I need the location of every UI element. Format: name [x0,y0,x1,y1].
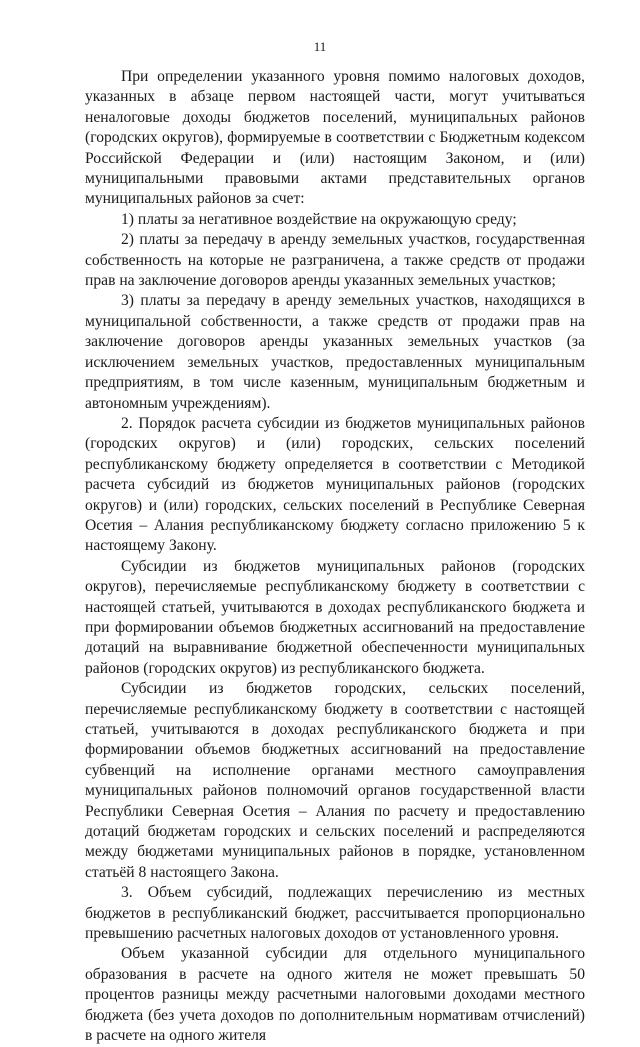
paragraph: 2. Порядок расчета субсидии из бюджетов муниципальных районов (городских округов) и (или) городских, сельских поселений республиканскому бюджету определяется в соответствии с Методикой расчета субсидий из бюджетов муниципальных районов (городских округов) и (или) городских, сельских поселений в Республике Северная Осетия – Алания республиканскому бюджету согласно приложению 5 к настоящему Закону. [85,414,585,555]
page-number: 11 [313,39,327,54]
paragraph: Субсидии из бюджетов городских, сельских поселений, перечисляемые республиканскому бюджету в соответствии с настоящей статьей, учитываются в доходах республиканского бюджета и при формировании объемов бюджетных ассигнований на предоставление субвенций на исполнение органами местного самоуправления муниципальных районов полномочий органов государственной власти Республики Северная Осетия – Алания по расчету и предоставлению дотаций бюджетам городских и сельских поселений и распределяются между бюджетами муниципальных районов в порядке, установленном статьёй 8 настоящего Закона. [85,680,585,881]
paragraph: 2) платы за передачу в аренду земельных участков, государственная собственность на которые не разграничена, а также средств от продажи прав на заключение договоров аренды указанных земельных участков; [85,231,585,290]
paragraph: 1) платы за негативное воздействие на окружающую среду; [121,210,517,228]
paragraph: При определении указанного уровня помимо налоговых доходов, указанных в абзаце первом настоящей части, могут учитываться неналоговые доходы бюджетов поселений, муниципальных районов (городских округов), формируемые в соответствии с Бюджетным кодексом Российской Федерации и (или) настоящим Законом, и (или) муниципальными правовыми актами представительных органов муниципальных районов за счет: [85,68,585,208]
paragraph: 3. Объем субсидий, подлежащих перечислению из местных бюджетов в республиканский бюджет, рассчитывается пропорционально превышению расчетных налоговых доходов от установленного уровня. [85,884,585,943]
paragraph: Объем указанной субсидии для отдельного муниципального образования в расчете на одного жителя не может превышать 50 процентов разницы между расчетными налоговыми доходами местного бюджета (без учета доходов по дополнительным нормативам отчислений) в расчете на одного жителя [85,945,585,1045]
paragraph: Субсидии из бюджетов муниципальных районов (городских округов), перечисляемые республиканскому бюджету в соответствии с настоящей статьей, учитываются в доходах республиканского бюджета и при формировании объемов бюджетных ассигнований на предоставление дотаций на выравнивание бюджетной обеспеченности муниципальных районов (городских округов) из республиканского бюджета. [85,557,585,677]
document-body [85,67,585,1047]
paragraph: 3) платы за передачу в аренду земельных участков, находящихся в муниципальной собственности, а также средств от продажи прав на заключение договоров аренды указанных земельных участков (за исключением земельных участков, предоставленных муниципальным предприятиям, в том числе казенным, муниципальным бюджетным и автономным учреждениям). [85,292,585,412]
